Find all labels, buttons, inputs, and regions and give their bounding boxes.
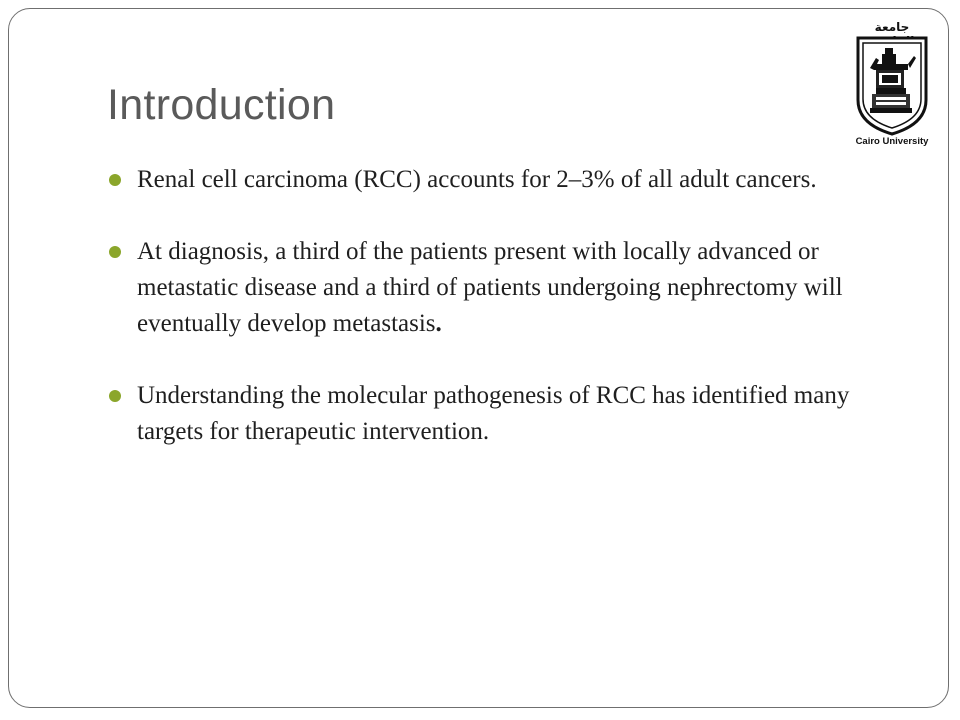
slide-title: Introduction (107, 81, 336, 129)
bullet-text: Renal cell carcinoma (RCC) accounts for 2–3% of all adult cancers. (137, 166, 817, 193)
bullet-dot-icon (109, 246, 121, 258)
bullet-item (108, 162, 868, 198)
university-seal-icon (852, 34, 932, 136)
bullet-list (108, 162, 868, 450)
bullet-dot-icon (109, 174, 121, 186)
bullet-text: Understanding the molecular pathogenesis of RCC has identified many targets for therapeutic intervention. (137, 382, 850, 445)
bullet-item (108, 234, 868, 342)
cairo-university-logo (852, 20, 932, 152)
logo-english-text: Cairo University (855, 136, 929, 147)
logo-arabic-text: جامعة (874, 20, 910, 34)
bullet-item (108, 378, 868, 450)
bullet-end: . (435, 310, 442, 337)
bullet-text: At diagnosis, a third of the patients present with locally advanced or metastatic disease and a third of patients undergoing nephrectomy will eventually develop metastasis (137, 238, 843, 337)
bullet-dot-icon (109, 390, 121, 402)
